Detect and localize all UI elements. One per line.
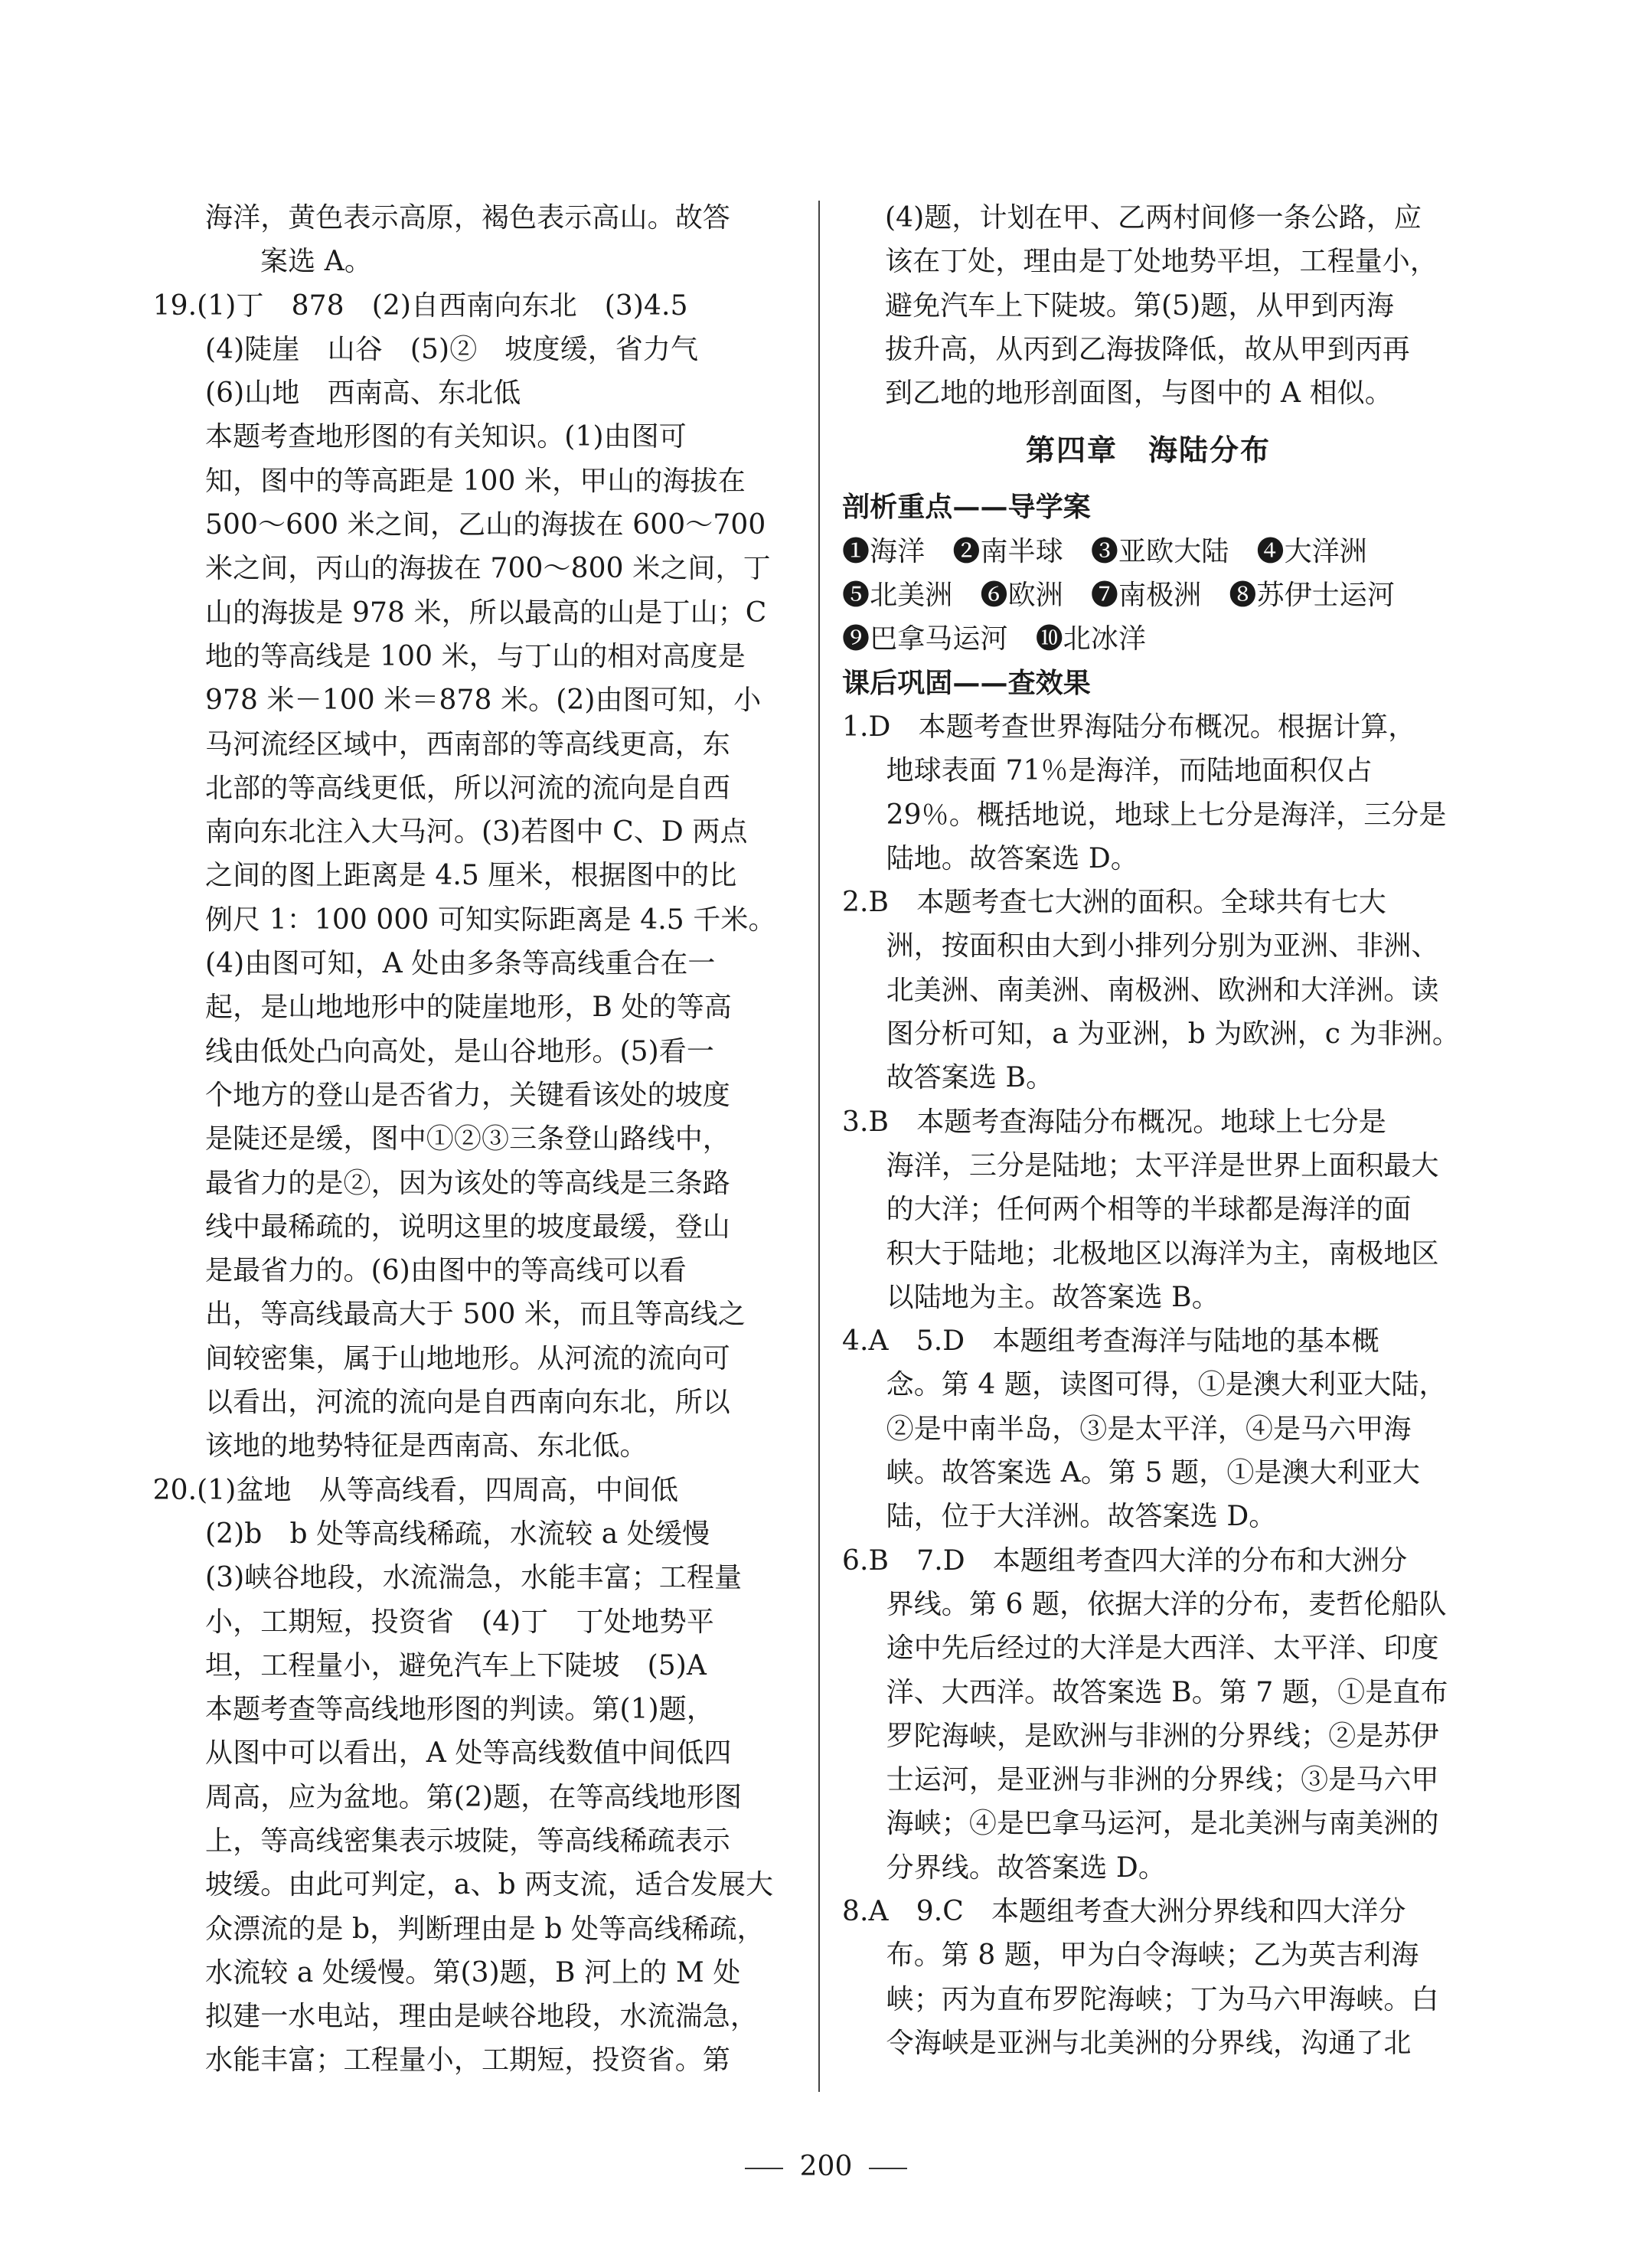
text-line: 本题考查地形图的有关知识。(1)由图可 [205, 421, 687, 453]
answer-4-5: 4.A 5.D 本题组考查海洋与陆地的基本概 [842, 1325, 1379, 1358]
text-line: (4)题，计划在甲、乙两村间修一条公路，应 [885, 202, 1422, 234]
text-line: 洲，按面积由大到小排列分别为亚洲、非洲、 [886, 930, 1439, 962]
text-line: 间较密集，属于山地地形。从河流的流向可 [205, 1342, 730, 1374]
answer-1: 1.D 本题考查世界海陆分布概况。根据计算， [842, 711, 1416, 743]
text-line: 罗陀海峡，是欧洲与非洲的分界线；②是苏伊 [886, 1720, 1439, 1752]
right-column [842, 196, 1460, 2065]
text-line: 坦，工程量小，避免汽车上下陡坡 (5)A [205, 1649, 707, 1681]
key-points-line: ❶海洋 ❷南半球 ❸亚欧大陆 ❹大洋洲 [842, 535, 1367, 567]
text-line: 个地方的登山是否省力，关键看该处的坡度 [205, 1079, 730, 1111]
text-line: 陆地。故答案选 D。 [886, 842, 1138, 874]
text-line: 是最省力的。(6)由图中的等高线可以看 [205, 1255, 687, 1287]
text-line: 海洋，黄色表示高原，褐色表示高山。故答 [205, 202, 730, 234]
column-divider [818, 201, 820, 2092]
text-line: 令海峡是亚洲与北美洲的分界线，沟通了北 [886, 2027, 1412, 2059]
text-line: 峡。故答案选 A。第 5 题，①是澳大利亚大 [886, 1457, 1421, 1489]
text-line: 该在丁处，理由是丁处地势平坦，工程量小， [885, 246, 1438, 278]
section-heading: 课后巩固——查效果 [842, 666, 1091, 699]
text-line: 知，图中的等高距是 100 米，甲山的海拔在 [205, 465, 746, 497]
key-points-line: ❺北美洲 ❻欧洲 ❼南极洲 ❽苏伊士运河 [842, 580, 1396, 612]
text-line: 途中先后经过的大洋是大西洋、太平洋、印度 [886, 1632, 1439, 1665]
text-line: 线中最稀疏的，说明这里的坡度最缓，登山 [205, 1211, 730, 1243]
text-line: 陆，位于大洋洲。故答案选 D。 [886, 1501, 1277, 1533]
text-line: 之间的图上距离是 4.5 厘米，根据图中的比 [205, 860, 737, 892]
text-line: 界线。第 6 题，依据大洋的分布，麦哲伦船队 [886, 1588, 1447, 1620]
text-line: 山的海拔是 978 米，所以最高的山是丁山；C [205, 596, 767, 629]
footer-dash-left [745, 2168, 783, 2169]
text-line: (6)山地 西南高、东北低 [205, 377, 521, 410]
answer-8-9: 8.A 9.C 本题组考查大洲分界线和四大洋分 [842, 1895, 1406, 1927]
text-line: 积大于陆地；北极地区以海洋为主，南极地区 [886, 1237, 1439, 1270]
text-line: 众漂流的是 b，判断理由是 b 处等高线稀疏， [205, 1913, 765, 1945]
text-line: 周高，应为盆地。第(2)题，在等高线地形图 [205, 1781, 743, 1813]
text-line: 洋、大西洋。故答案选 B。第 7 题，①是直布 [886, 1676, 1448, 1708]
text-line: 水能丰富；工程量小，工期短，投资省。第 [205, 2044, 730, 2077]
text-line: 图分析可知，a 为亚洲，b 为欧洲，c 为非洲。 [886, 1018, 1460, 1051]
text-line: 分界线。故答案选 D。 [886, 1851, 1167, 1884]
text-line: 马河流经区域中，西南部的等高线更高，东 [205, 728, 730, 760]
text-line: 避免汽车上下陡坡。第(5)题，从甲到丙海 [885, 289, 1394, 322]
text-line: 拔升高，从丙到乙海拔降低，故从甲到丙再 [885, 333, 1410, 365]
key-points-line: ❾巴拿马运河 ❿北冰洋 [842, 623, 1147, 655]
text-line: (4)由图可知，A 处由多条等高线重合在一 [205, 948, 716, 980]
text-line: 海洋，三分是陆地；太平洋是世界上面积最大 [886, 1149, 1439, 1181]
text-line: 978 米－100 米＝878 米。(2)由图可知，小 [205, 685, 762, 717]
text-line: 该地的地势特征是西南高、东北低。 [205, 1430, 648, 1462]
text-line: ②是中南半岛，③是太平洋，④是马六甲海 [886, 1413, 1412, 1445]
text-line: 坡缓。由此可判定，a、b 两支流，适合发展大 [205, 1869, 774, 1901]
text-line: (2)b b 处等高线稀疏，水流较 a 处缓慢 [205, 1518, 710, 1550]
answer-3: 3.B 本题考查海陆分布概况。地球上七分是 [842, 1106, 1386, 1138]
text-line: 例尺 1：100 000 可知实际距离是 4.5 千米。 [205, 904, 776, 936]
text-line: 小，工期短，投资省 (4)丁 丁处地势平 [205, 1606, 714, 1638]
text-line: 从图中可以看出，A 处等高线数值中间低四 [205, 1737, 732, 1770]
text-line: 的大洋；任何两个相等的半球都是海洋的面 [886, 1194, 1412, 1226]
text-line: 以陆地为主。故答案选 B。 [886, 1281, 1219, 1313]
text-line: 北美洲、南美洲、南极洲、欧洲和大洋洲。读 [886, 974, 1439, 1006]
text-line: 出，等高线最高大于 500 米，而且等高线之 [205, 1299, 746, 1331]
page-footer [0, 2144, 1652, 2190]
text-line: (3)峡谷地段，水流湍急，水能丰富；工程量 [205, 1562, 743, 1594]
left-column [152, 196, 795, 2083]
text-line: 地的等高线是 100 米，与丁山的相对高度是 [205, 640, 746, 672]
text-line: 本题考查等高线地形图的判读。第(1)题， [205, 1694, 714, 1726]
text-line: 念。第 4 题，读图可得，①是澳大利亚大陆， [886, 1369, 1447, 1401]
answer-2: 2.B 本题考查七大洲的面积。全球共有七大 [842, 887, 1386, 919]
text-line: 地球表面 71％是海洋，而陆地面积仅占 [886, 755, 1373, 787]
text-line: 案选 A。 [260, 246, 372, 278]
text-line: 布。第 8 题，甲为白令海峡；乙为英吉利海 [886, 1940, 1419, 1972]
section-heading: 剖析重点——导学案 [842, 491, 1091, 524]
text-line: 故答案选 B。 [886, 1062, 1054, 1094]
text-line: 北部的等高线更低，所以河流的流向是自西 [205, 772, 730, 804]
text-line: 米之间，丙山的海拔在 700～800 米之间，丁 [205, 553, 771, 585]
text-line: 海峡；④是巴拿马运河，是北美洲与南美洲的 [886, 1808, 1439, 1840]
text-line: 以看出，河流的流向是自西南向东北，所以 [205, 1387, 730, 1419]
text-line: 士运河，是亚洲与非洲的分界线；③是马六甲 [886, 1764, 1439, 1796]
text-line: 峡；丙为直布罗陀海峡；丁为马六甲海峡。白 [886, 1983, 1439, 2015]
text-line: 起，是山地地形中的陡崖地形，B 处的等高 [205, 992, 732, 1024]
text-line: (4)陡崖 山谷 (5)② 坡度缓，省力气 [205, 333, 699, 365]
text-line: 最省力的是②，因为该处的等高线是三条路 [205, 1167, 730, 1199]
answer-6-7: 6.B 7.D 本题组考查四大洋的分布和大洲分 [842, 1544, 1408, 1577]
answer-20-heading: 20.(1)盆地 从等高线看，四周高，中间低 [152, 1474, 679, 1506]
text-line: 拟建一水电站，理由是峡谷地段，水流湍急， [205, 2001, 759, 2033]
text-line: 500～600 米之间，乙山的海拔在 600～700 [205, 509, 766, 541]
text-line: 上，等高线密集表示坡陡，等高线稀疏表示 [205, 1825, 730, 1857]
chapter-title: 第四章 海陆分布 [1025, 433, 1271, 468]
text-line: 南向东北注入大马河。(3)若图中 C、D 两点 [205, 816, 748, 848]
footer-dash-right [869, 2168, 907, 2169]
text-line: 到乙地的地形剖面图，与图中的 A 相似。 [885, 377, 1392, 410]
text-line: 是陡还是缓，图中①②③三条登山路线中， [205, 1123, 730, 1155]
text-line: 线由低处凸向高处，是山谷地形。(5)看一 [205, 1035, 714, 1067]
text-line: 29％。概括地说，地球上七分是海洋，三分是 [886, 799, 1447, 831]
text-line: 水流较 a 处缓慢。第(3)题，B 河上的 M 处 [205, 1956, 741, 1989]
answer-19-heading: 19.(1)丁 878 (2)自西南向东北 (3)4.5 [152, 289, 688, 322]
page-number: 200 [799, 2151, 853, 2182]
